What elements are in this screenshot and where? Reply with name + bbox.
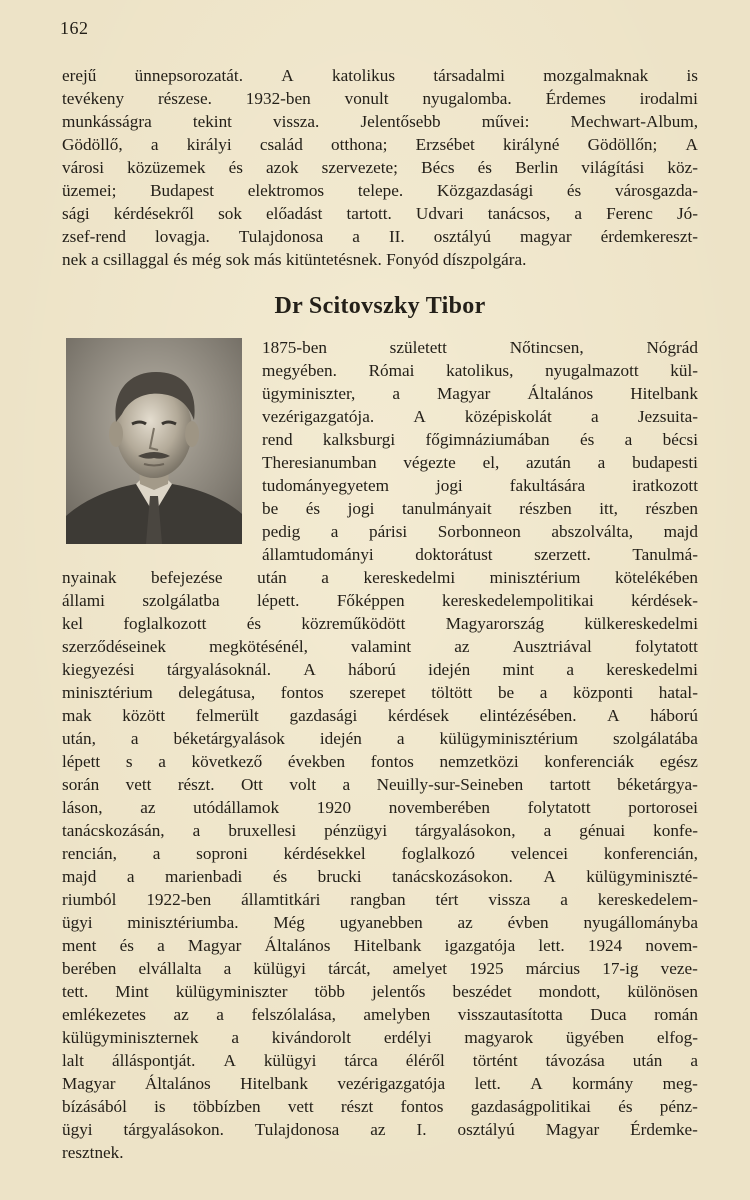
page-number: 162 xyxy=(60,18,89,38)
text-line: Magyar Általános Hitelbank vezérigazgatója lett. A kormány meg- xyxy=(62,1074,698,1093)
entry-heading-text: Dr Scitovszky Tibor xyxy=(274,293,486,319)
text-line: pedig a párisi Sorbonneon abszolválta, majd xyxy=(262,522,698,541)
text-line: rend kalksburgi főgimnáziumában és a bécsi xyxy=(262,430,698,449)
text-line: emlékezetes az a felszólalása, amelyben visszautasította Duca román xyxy=(62,1005,698,1024)
text-line: városi közüzemek és azok szervezete; Bécs és Berlin világítási köz- xyxy=(62,158,698,177)
text-line: tanácskozásán, a bruxellesi pénzügyi tárgyalásokon, a génuai konfe- xyxy=(62,821,698,840)
portrait-photo xyxy=(66,338,242,544)
text-line: külügyminiszternek a kivándorolt erdélyi magyarok ügyében elfog- xyxy=(62,1028,698,1047)
text-line: Gödöllő, a királyi család otthona; Erzsébet királyné Gödöllőn; A xyxy=(62,135,698,154)
text-line: munkásságra tekint vissza. Jelentősebb művei: Mechwart-Album, xyxy=(62,112,698,131)
text-line: lépett s a következő években fontos nemzetközi konferenciák egész xyxy=(62,752,698,771)
text-line: resztnek. xyxy=(62,1143,124,1162)
text-line: államtudományi doktorátust szerzett. Tanulmá- xyxy=(262,545,698,564)
text-line: rencián, a soproni kérdésekkel foglalkozó velencei konferencián, xyxy=(62,844,698,863)
text-line: bízásából is többízben vett részt fontos gazdaságpolitikai és pénz- xyxy=(62,1097,698,1116)
text-line: ügyi tárgyalásokon. Tulajdonosa az I. osztályú Magyar Érdemke- xyxy=(62,1120,698,1139)
text-line: riumból 1922-ben államtitkári rangban tért vissza a kereskedelem- xyxy=(62,890,698,909)
text-line: láson, az utódállamok 1920 novemberében folytatott portorosei xyxy=(62,798,698,817)
text-line: berében elvállalta a külügyi tárcát, amelyet 1925 március 17-ig veze- xyxy=(62,959,698,978)
entry-heading xyxy=(0,293,750,320)
text-line: üzemei; Budapest elektromos telepe. Közgazdasági és városgazda- xyxy=(62,181,698,200)
text-line: tett. Mint külügyminiszter több jelentős beszédet mondott, különösen xyxy=(62,982,698,1001)
text-line: zsef-rend lovagja. Tulajdonosa a II. osztályú magyar érdemkereszt- xyxy=(62,227,698,246)
text-line: kel foglalkozott és közreműködött Magyarország külkereskedelmi xyxy=(62,614,698,633)
text-line: mak között felmerült gazdasági kérdések elintézésében. A háború xyxy=(62,706,698,725)
previous-entry-paragraph xyxy=(62,64,698,271)
text-line: ment és a Magyar Általános Hitelbank igazgatója lett. 1924 novem- xyxy=(62,936,698,955)
text-line: ügyi minisztériumba. Még ugyanebben az évben nyugállományba xyxy=(62,913,698,932)
text-line: nyainak befejezése után a kereskedelmi minisztérium kötelékében xyxy=(62,568,698,587)
text-line: szerződéseinek megkötésénél, valamint az Ausztriával folytatott xyxy=(62,637,698,656)
text-line: 1875-ben született Nőtincsen, Nógrád xyxy=(262,338,698,357)
biography-paragraph-beside-portrait xyxy=(262,336,698,566)
text-line: tevékeny részese. 1932-ben vonult nyugalomba. Érdemes irodalmi xyxy=(62,89,698,108)
text-line: vezérigazgatója. A középiskolát a Jezsuita- xyxy=(262,407,698,426)
text-line: tudományegyetem jogi fakultására iratkozott xyxy=(262,476,698,495)
text-line: erejű ünnepsorozatát. A katolikus társadalmi mozgalmaknak is xyxy=(62,66,698,85)
text-line: majd a marienbadi és brucki tanácskozásokon. A külügyminiszté- xyxy=(62,867,698,886)
text-line: Theresianumban végezte el, azután a budapesti xyxy=(262,453,698,472)
text-line: be és jogi tanulmányait részben itt, részben xyxy=(262,499,698,518)
text-line: minisztérium delegátusa, fontos szerepet töltött be a központi hatal- xyxy=(62,683,698,702)
text-line: lalt álláspontját. A külügyi tárca éléről történt távozása után a xyxy=(62,1051,698,1070)
text-line: nek a csillaggal és még sok más kitüntetésnek. Fonyód díszpolgára. xyxy=(62,250,527,269)
text-line: ügyminiszter, a Magyar Általános Hitelbank xyxy=(262,384,698,403)
text-line: során vett részt. Ott volt a Neuilly-sur-Seineben tartott béketárgya- xyxy=(62,775,698,794)
text-line: kiegyezési tárgyalásoknál. A háború idején mint a kereskedelmi xyxy=(62,660,698,679)
biography-paragraph-continued xyxy=(62,566,698,1164)
text-line: után, a béketárgyalások idején a külügyminisztérium szolgálatába xyxy=(62,729,698,748)
text-line: sági kérdésekről sok előadást tartott. Udvari tanácsos, a Ferenc Jó- xyxy=(62,204,698,223)
text-line: állami szolgálatba lépett. Főképpen kereskedelempolitikai kérdések- xyxy=(62,591,698,610)
text-line: megyében. Római katolikus, nyugalmazott kül- xyxy=(262,361,698,380)
